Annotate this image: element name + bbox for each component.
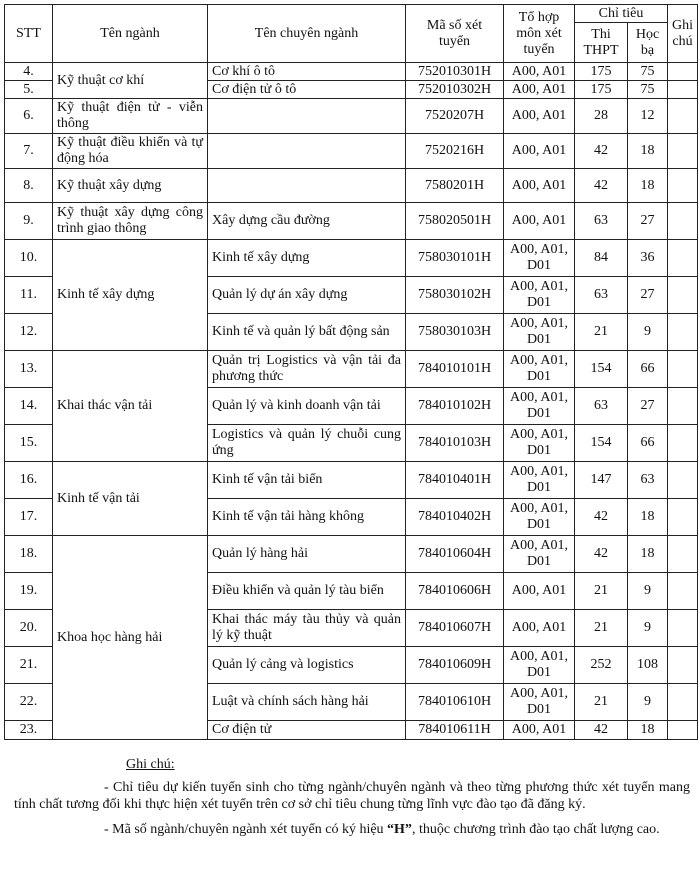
cell-ghi-chu <box>668 462 698 499</box>
cell-thi-thpt: 63 <box>575 203 628 240</box>
table-row <box>5 536 698 573</box>
cell-ma-so: 784010103H <box>406 425 504 462</box>
header-to-hop: Tổ hợp môn xét tuyển <box>504 5 575 63</box>
cell-ma-so: 752010301H <box>406 63 504 81</box>
cell-ma-so: 784010604H <box>406 536 504 573</box>
header-chuyen-nganh: Tên chuyên ngành <box>208 5 406 63</box>
cell-to-hop: A00, A01, D01 <box>504 647 575 684</box>
cell-ma-so: 7580201H <box>406 169 504 203</box>
cell-to-hop: A00, A01 <box>504 573 575 610</box>
cell-hoc-ba: 36 <box>628 240 668 277</box>
cell-to-hop: A00, A01, D01 <box>504 462 575 499</box>
cell-nganh: Kỹ thuật cơ khí <box>53 63 208 99</box>
cell-chuyen-nganh: Quản trị Logistics và vận tải đa phương thức <box>208 351 406 388</box>
cell-thi-thpt: 42 <box>575 499 628 536</box>
cell-stt: 10. <box>5 240 53 277</box>
notes-title: Ghi chú: <box>126 757 175 772</box>
cell-ghi-chu <box>668 647 698 684</box>
cell-thi-thpt: 42 <box>575 169 628 203</box>
header-hoc-ba: Học bạ <box>628 23 668 63</box>
cell-ghi-chu <box>668 81 698 99</box>
cell-to-hop: A00, A01, D01 <box>504 351 575 388</box>
cell-thi-thpt: 21 <box>575 573 628 610</box>
cell-thi-thpt: 21 <box>575 684 628 721</box>
cell-nganh: Kỹ thuật xây dựng công trình giao thông <box>53 203 208 240</box>
cell-stt: 8. <box>5 169 53 203</box>
cell-to-hop: A00, A01, D01 <box>504 277 575 314</box>
cell-ghi-chu <box>668 684 698 721</box>
cell-hoc-ba: 66 <box>628 425 668 462</box>
cell-chuyen-nganh: Xây dựng cầu đường <box>208 203 406 240</box>
cell-chuyen-nganh: Kinh tế vận tải hàng không <box>208 499 406 536</box>
cell-to-hop: A00, A01 <box>504 134 575 169</box>
cell-hoc-ba: 9 <box>628 610 668 647</box>
cell-stt: 17. <box>5 499 53 536</box>
cell-ghi-chu <box>668 277 698 314</box>
cell-chuyen-nganh: Cơ khí ô tô <box>208 63 406 81</box>
cell-stt: 11. <box>5 277 53 314</box>
cell-ghi-chu <box>668 169 698 203</box>
cell-hoc-ba: 27 <box>628 388 668 425</box>
cell-to-hop: A00, A01 <box>504 99 575 134</box>
cell-ghi-chu <box>668 610 698 647</box>
cell-ghi-chu <box>668 240 698 277</box>
cell-nganh: Kỹ thuật điện tử - viễn thông <box>53 99 208 134</box>
table-body <box>5 63 698 740</box>
cell-stt: 18. <box>5 536 53 573</box>
cell-stt: 9. <box>5 203 53 240</box>
cell-nganh: Kỹ thuật điều khiển và tự động hóa <box>53 134 208 169</box>
note-1: - Chỉ tiêu dự kiến tuyển sinh cho từng ngành/chuyên ngành và theo từng phương thức xét tuyển mang tính chất tương đối khi thực hiện xét tuyển trên cơ sở chỉ tiêu chung từng lĩnh vực đào tạo đã đăng ký. <box>14 780 690 812</box>
cell-chuyen-nganh <box>208 169 406 203</box>
cell-stt: 13. <box>5 351 53 388</box>
cell-hoc-ba: 75 <box>628 81 668 99</box>
cell-thi-thpt: 147 <box>575 462 628 499</box>
cell-chuyen-nganh: Kinh tế và quản lý bất động sản <box>208 314 406 351</box>
admission-quota-table <box>4 4 698 740</box>
table-row <box>5 351 698 388</box>
table-row <box>5 99 698 134</box>
header-chi-tieu: Chỉ tiêu <box>575 5 668 23</box>
cell-ghi-chu <box>668 314 698 351</box>
cell-ma-so: 784010401H <box>406 462 504 499</box>
cell-ma-so: 758030103H <box>406 314 504 351</box>
cell-to-hop: A00, A01, D01 <box>504 314 575 351</box>
cell-chuyen-nganh: Điều khiển và quản lý tàu biển <box>208 573 406 610</box>
cell-hoc-ba: 18 <box>628 169 668 203</box>
cell-to-hop: A00, A01 <box>504 610 575 647</box>
cell-ghi-chu <box>668 203 698 240</box>
cell-chuyen-nganh: Cơ điện tử <box>208 721 406 740</box>
cell-to-hop: A00, A01, D01 <box>504 388 575 425</box>
cell-thi-thpt: 42 <box>575 721 628 740</box>
cell-stt: 5. <box>5 81 53 99</box>
table-row <box>5 169 698 203</box>
cell-nganh: Kỹ thuật xây dựng <box>53 169 208 203</box>
cell-hoc-ba: 27 <box>628 203 668 240</box>
cell-nganh: Khai thác vận tải <box>53 351 208 462</box>
note-2: - Mã số ngành/chuyên ngành xét tuyển có ký hiệu “H”, thuộc chương trình đào tạo chất lượng cao. <box>104 822 660 837</box>
cell-chuyen-nganh: Quản lý cảng và logistics <box>208 647 406 684</box>
cell-thi-thpt: 42 <box>575 134 628 169</box>
table-row <box>5 63 698 81</box>
cell-ma-so: 784010610H <box>406 684 504 721</box>
cell-chuyen-nganh: Kinh tế xây dựng <box>208 240 406 277</box>
table-row <box>5 203 698 240</box>
table-row <box>5 134 698 169</box>
cell-thi-thpt: 154 <box>575 351 628 388</box>
cell-ma-so: 784010607H <box>406 610 504 647</box>
cell-ma-so: 7520207H <box>406 99 504 134</box>
cell-chuyen-nganh <box>208 134 406 169</box>
cell-hoc-ba: 108 <box>628 647 668 684</box>
cell-to-hop: A00, A01, D01 <box>504 240 575 277</box>
cell-stt: 16. <box>5 462 53 499</box>
cell-stt: 6. <box>5 99 53 134</box>
cell-thi-thpt: 175 <box>575 63 628 81</box>
cell-hoc-ba: 75 <box>628 63 668 81</box>
cell-thi-thpt: 28 <box>575 99 628 134</box>
cell-hoc-ba: 18 <box>628 721 668 740</box>
notes-section <box>14 756 690 846</box>
header-ma-so: Mã số xét tuyển <box>406 5 504 63</box>
cell-hoc-ba: 9 <box>628 314 668 351</box>
cell-ghi-chu <box>668 721 698 740</box>
cell-to-hop: A00, A01 <box>504 63 575 81</box>
table-row <box>5 462 698 499</box>
cell-to-hop: A00, A01, D01 <box>504 499 575 536</box>
cell-ma-so: 752010302H <box>406 81 504 99</box>
cell-hoc-ba: 27 <box>628 277 668 314</box>
cell-nganh: Kinh tế vận tải <box>53 462 208 536</box>
cell-stt: 22. <box>5 684 53 721</box>
cell-ma-so: 784010609H <box>406 647 504 684</box>
cell-hoc-ba: 9 <box>628 573 668 610</box>
header-stt: STT <box>5 5 53 63</box>
cell-hoc-ba: 18 <box>628 499 668 536</box>
cell-chuyen-nganh: Cơ điện tử ô tô <box>208 81 406 99</box>
cell-chuyen-nganh: Luật và chính sách hàng hải <box>208 684 406 721</box>
cell-stt: 4. <box>5 63 53 81</box>
cell-hoc-ba: 66 <box>628 351 668 388</box>
cell-thi-thpt: 21 <box>575 610 628 647</box>
cell-to-hop: A00, A01 <box>504 721 575 740</box>
cell-stt: 19. <box>5 573 53 610</box>
cell-ma-so: 758030102H <box>406 277 504 314</box>
cell-hoc-ba: 9 <box>628 684 668 721</box>
cell-thi-thpt: 252 <box>575 647 628 684</box>
cell-ma-so: 784010606H <box>406 573 504 610</box>
cell-stt: 7. <box>5 134 53 169</box>
cell-stt: 21. <box>5 647 53 684</box>
cell-hoc-ba: 63 <box>628 462 668 499</box>
header-nganh: Tên ngành <box>53 5 208 63</box>
cell-stt: 23. <box>5 721 53 740</box>
cell-ma-so: 784010402H <box>406 499 504 536</box>
cell-ghi-chu <box>668 134 698 169</box>
cell-ma-so: 784010611H <box>406 721 504 740</box>
cell-chuyen-nganh: Kinh tế vận tải biển <box>208 462 406 499</box>
cell-to-hop: A00, A01 <box>504 81 575 99</box>
cell-chuyen-nganh <box>208 99 406 134</box>
cell-ma-so: 758020501H <box>406 203 504 240</box>
cell-chuyen-nganh: Logistics và quản lý chuỗi cung ứng <box>208 425 406 462</box>
cell-ghi-chu <box>668 499 698 536</box>
cell-ghi-chu <box>668 425 698 462</box>
cell-thi-thpt: 154 <box>575 425 628 462</box>
cell-thi-thpt: 21 <box>575 314 628 351</box>
cell-chuyen-nganh: Khai thác máy tàu thủy và quản lý kỹ thuật <box>208 610 406 647</box>
cell-thi-thpt: 42 <box>575 536 628 573</box>
header-thi-thpt: Thi THPT <box>575 23 628 63</box>
cell-chuyen-nganh: Quản lý dự án xây dựng <box>208 277 406 314</box>
cell-to-hop: A00, A01 <box>504 203 575 240</box>
cell-thi-thpt: 63 <box>575 277 628 314</box>
cell-to-hop: A00, A01 <box>504 169 575 203</box>
cell-ma-so: 758030101H <box>406 240 504 277</box>
cell-stt: 20. <box>5 610 53 647</box>
cell-hoc-ba: 12 <box>628 99 668 134</box>
cell-thi-thpt: 63 <box>575 388 628 425</box>
cell-to-hop: A00, A01, D01 <box>504 536 575 573</box>
cell-ghi-chu <box>668 63 698 81</box>
cell-ghi-chu <box>668 573 698 610</box>
cell-nganh: Khoa học hàng hải <box>53 536 208 740</box>
table-row <box>5 240 698 277</box>
cell-ma-so: 784010102H <box>406 388 504 425</box>
cell-ghi-chu <box>668 536 698 573</box>
cell-thi-thpt: 84 <box>575 240 628 277</box>
cell-thi-thpt: 175 <box>575 81 628 99</box>
cell-ghi-chu <box>668 99 698 134</box>
cell-ghi-chu <box>668 351 698 388</box>
cell-to-hop: A00, A01, D01 <box>504 425 575 462</box>
cell-stt: 12. <box>5 314 53 351</box>
cell-ghi-chu <box>668 388 698 425</box>
cell-ma-so: 784010101H <box>406 351 504 388</box>
cell-nganh: Kinh tế xây dựng <box>53 240 208 351</box>
cell-chuyen-nganh: Quản lý và kinh doanh vận tải <box>208 388 406 425</box>
cell-to-hop: A00, A01, D01 <box>504 684 575 721</box>
cell-chuyen-nganh: Quản lý hàng hải <box>208 536 406 573</box>
header-ghi-chu: Ghi chú <box>668 5 698 63</box>
cell-stt: 14. <box>5 388 53 425</box>
cell-stt: 15. <box>5 425 53 462</box>
cell-hoc-ba: 18 <box>628 134 668 169</box>
cell-hoc-ba: 18 <box>628 536 668 573</box>
cell-ma-so: 7520216H <box>406 134 504 169</box>
